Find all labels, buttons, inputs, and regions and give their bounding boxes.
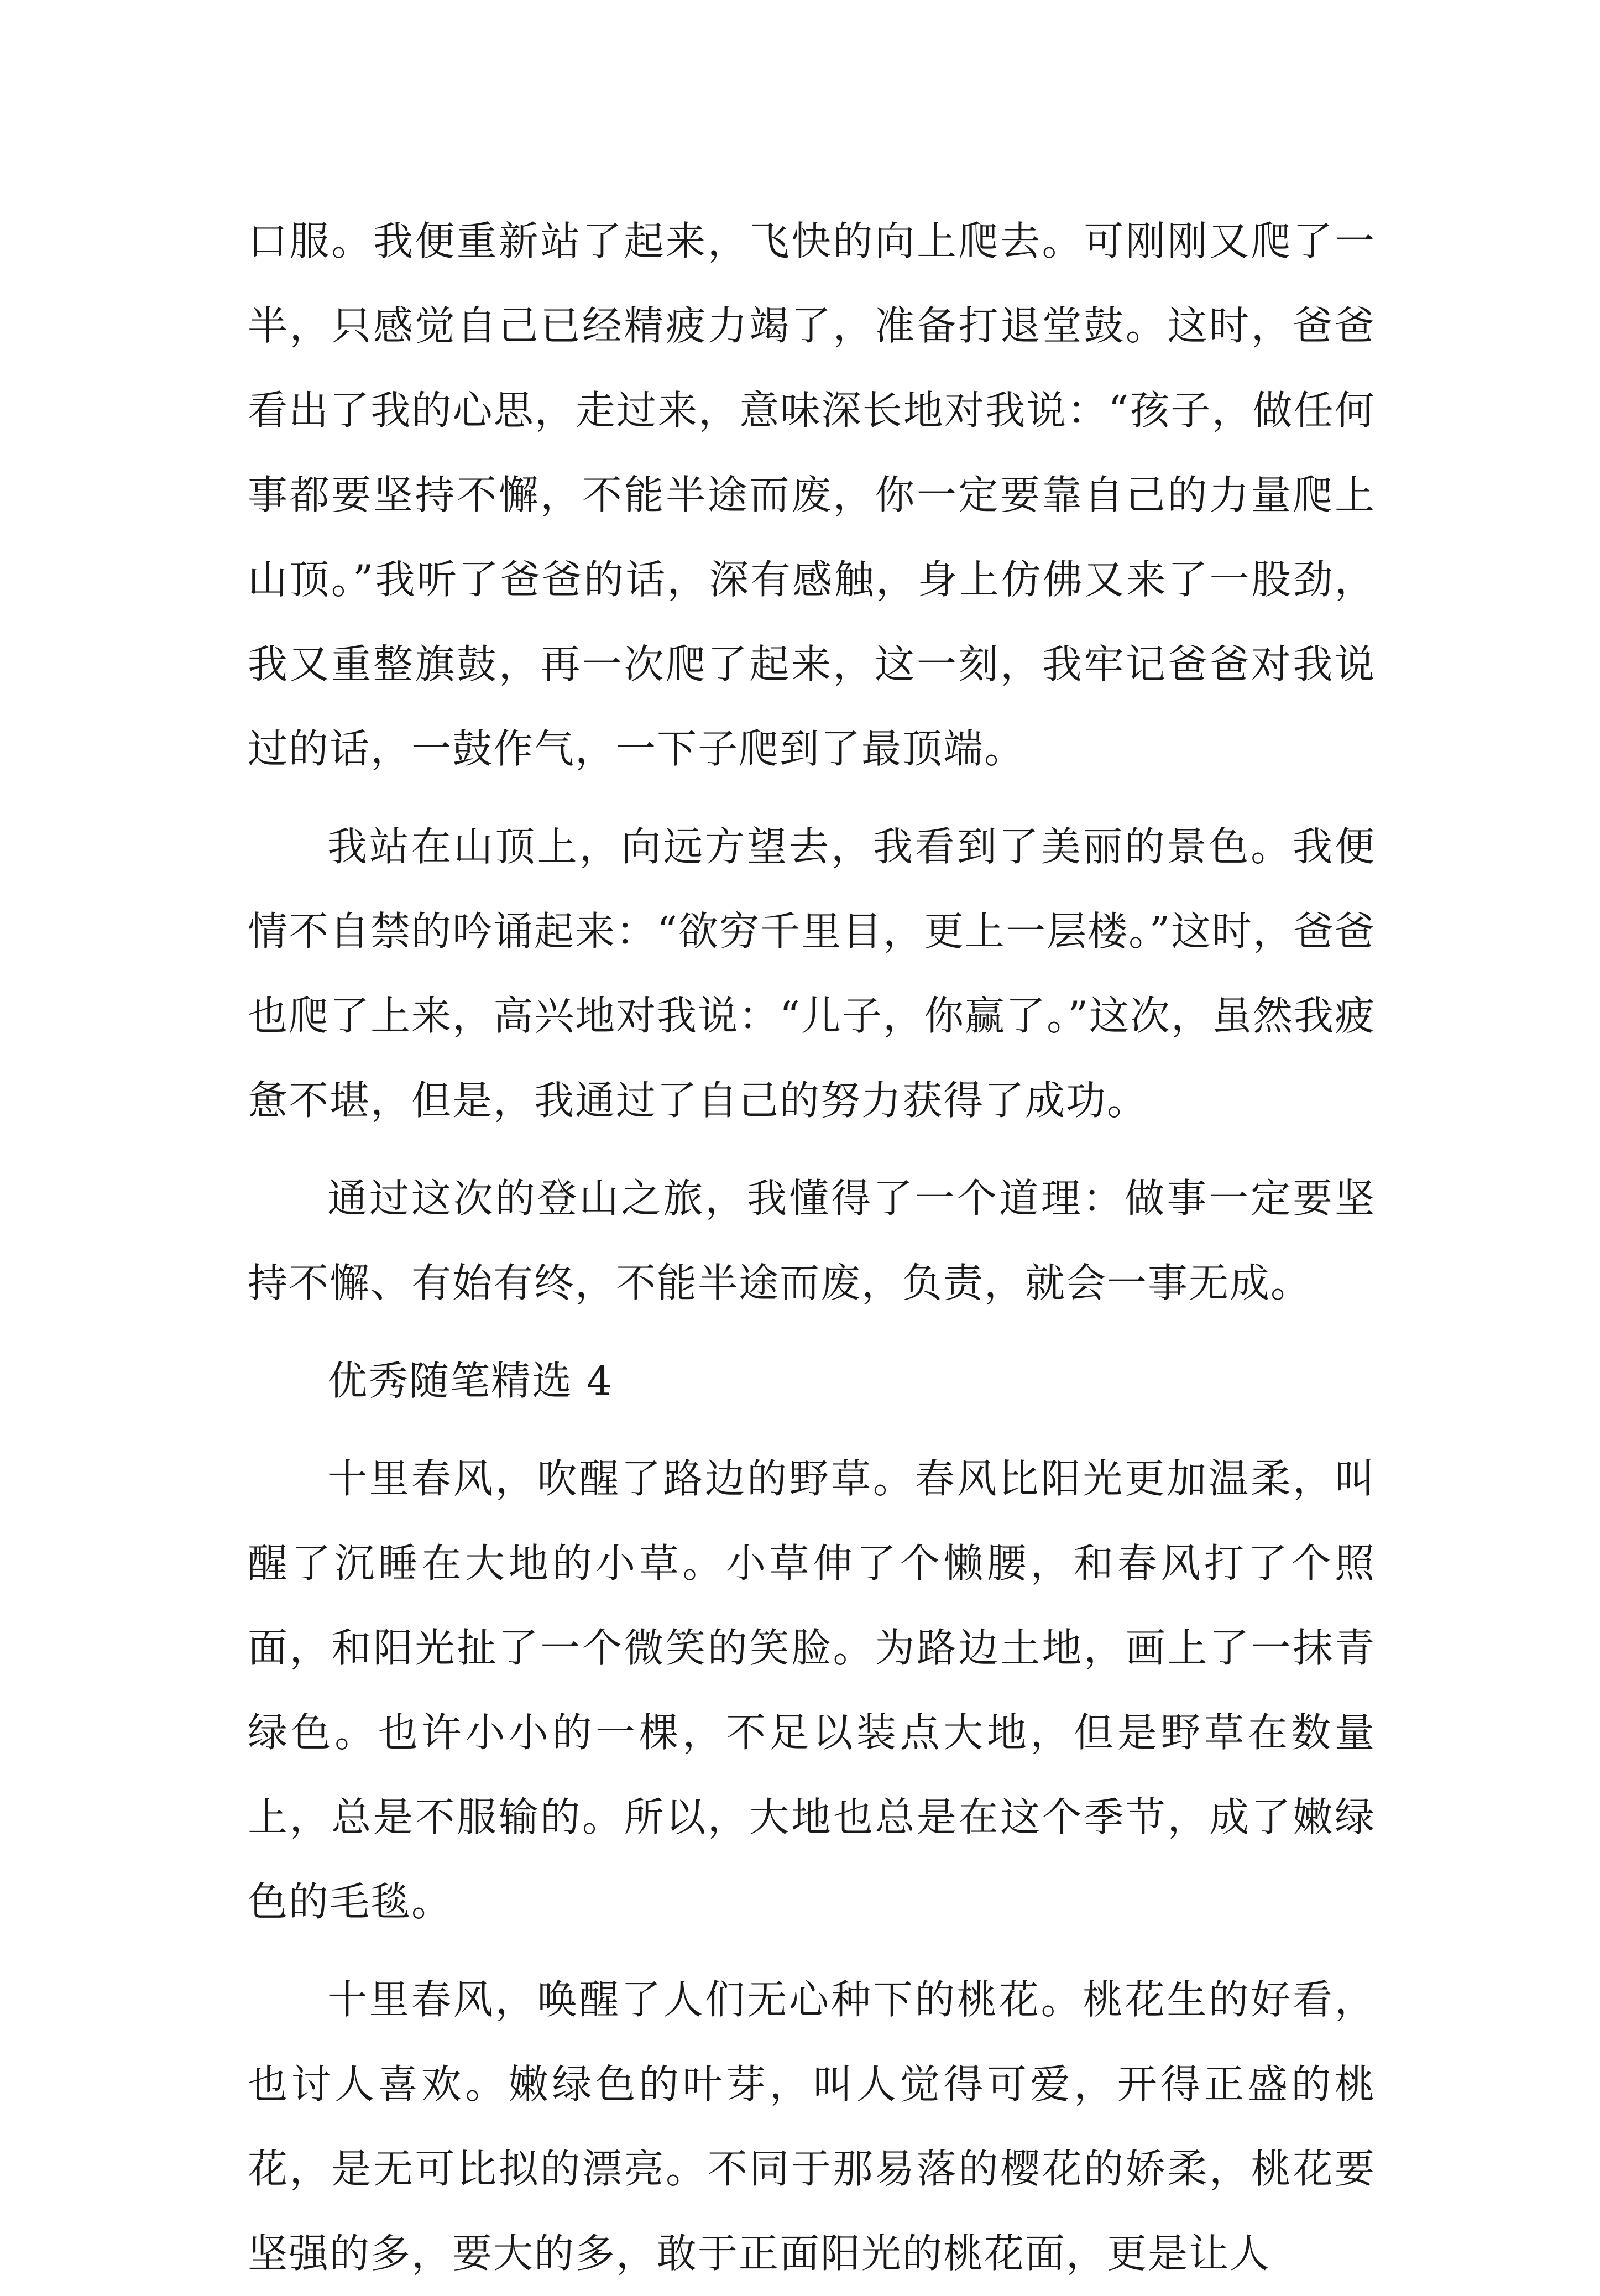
document-body xyxy=(248,199,1376,2296)
paragraph-continuation: 口服。我便重新站了起来，飞快的向上爬去。可刚刚又爬了一半，只感觉自己已经精疲力竭了，准备打退堂鼓。这时，爸爸看出了我的心思，走过来，意味深长地对我说：“孩子，做任何事都要坚持不懈，不能半途而废，你一定要靠自己的力量爬上山顶。”我听了爸爸的话，深有感触，身上仿佛又来了一股劲，我又重整旗鼓，再一次爬了起来，这一刻，我牢记爸爸对我说过的话，一鼓作气，一下子爬到了最顶端。 xyxy=(248,218,1376,772)
paragraph-lesson: 通过这次的登山之旅，我懂得了一个道理：做事一定要坚持不懈、有始有终，不能半途而废，负责，就会一事无成。 xyxy=(248,1175,1376,1306)
paragraph-summit: 我站在山顶上，向远方望去，我看到了美丽的景色。我便情不自禁的吟诵起来：“欲穷千里目，更上一层楼。”这时，爸爸也爬了上来，高兴地对我说：“儿子，你赢了。”这次，虽然我疲惫不堪，但是，我通过了自己的努力获得了成功。 xyxy=(248,823,1376,1124)
section-heading: 优秀随笔精选 4 xyxy=(327,1358,613,1404)
paragraph-spring-grass: 十里春风，吹醒了路边的野草。春风比阳光更加温柔，叫醒了沉睡在大地的小草。小草伸了个懒腰，和春风打了个照面，和阳光扯了一个微笑的笑脸。为路边土地，画上了一抹青绿色。也许小小的一棵，不足以装点大地，但是野草在数量上，总是不服输的。所以，大地也总是在这个季节，成了嫩绿色的毛毯。 xyxy=(248,1455,1376,1925)
paragraph-peach-blossom: 十里春风，唤醒了人们无心种下的桃花。桃花生的好看，也讨人喜欢。嫩绿色的叶芽，叫人觉得可爱，开得正盛的桃花，是无可比拟的漂亮。不同于那易落的樱花的娇柔，桃花要坚强的多，要大的多，敢于正面阳光的桃花面，更是让人 xyxy=(248,1976,1376,2277)
